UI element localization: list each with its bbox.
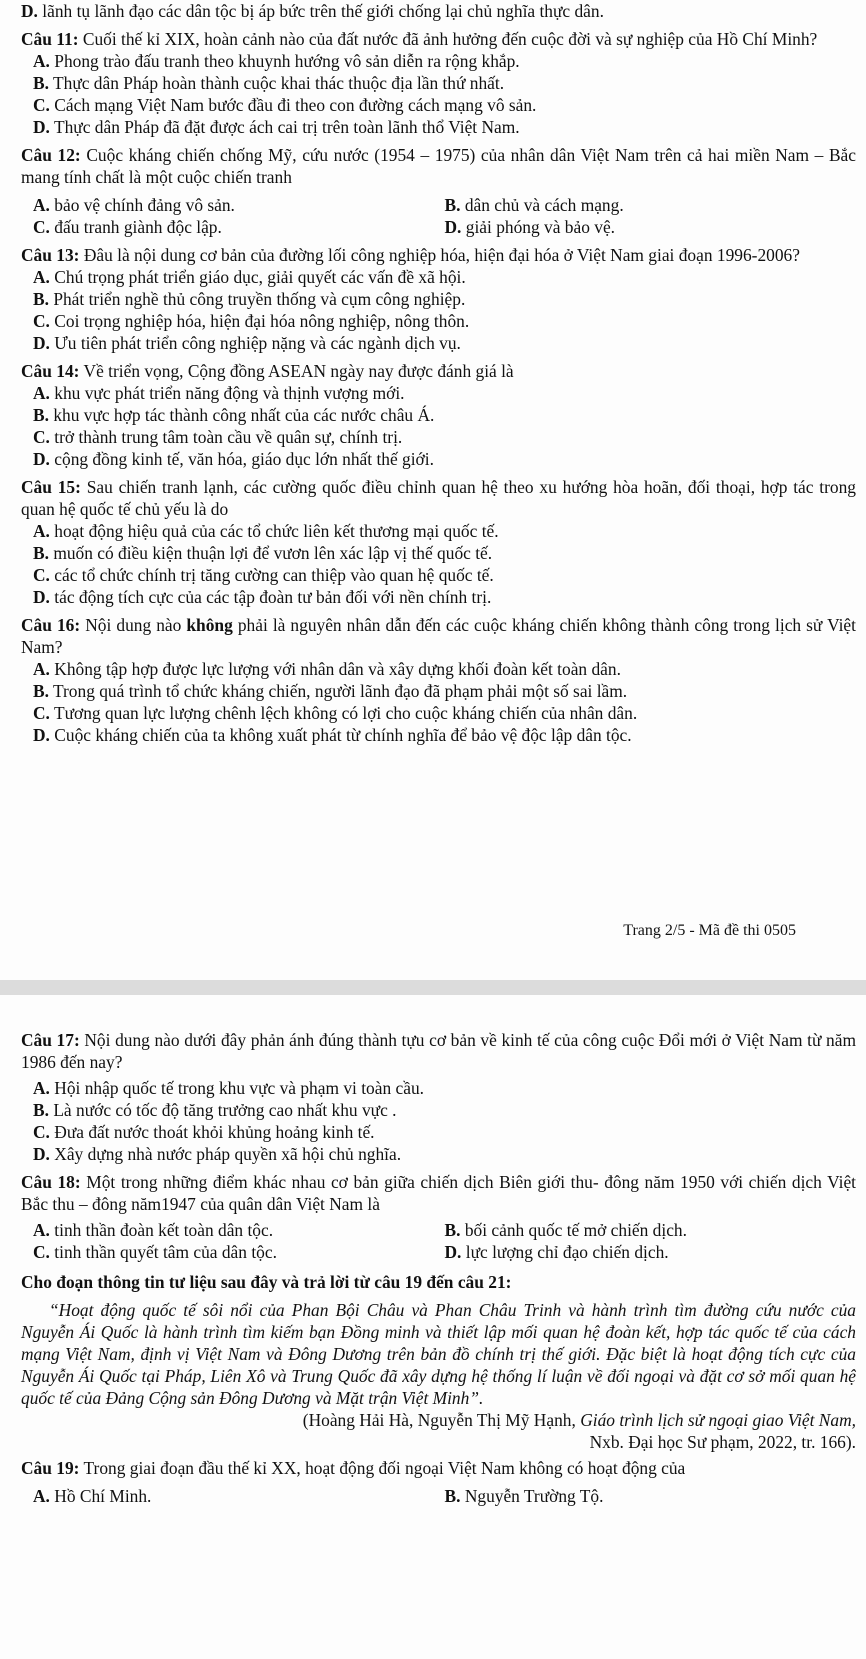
option-text: Nguyễn Trường Tộ. — [464, 1486, 604, 1506]
option-key: B. — [33, 543, 49, 563]
question-16 — [21, 614, 856, 746]
option-text: Chú trọng phát triển giáo dục, giải quyết các vấn đề xã hội. — [54, 267, 466, 287]
question-stem — [21, 476, 856, 520]
option-c — [33, 216, 445, 238]
option-d — [21, 332, 856, 354]
option-key: D. — [33, 587, 50, 607]
option-c — [21, 1121, 856, 1143]
question-number: Câu 11: — [21, 29, 79, 49]
question-stem — [21, 28, 856, 50]
question-stem — [21, 1171, 856, 1215]
option-key: C. — [33, 217, 50, 237]
options-row — [21, 216, 856, 238]
question-text: Một trong những điểm khác nhau cơ bản giữa chiến dịch Biên giới thu- đông năm 1950 với chiến dịch Việt Bắc thu – đông năm1947 của quân dân Việt Nam là — [21, 1172, 856, 1214]
option-key: C. — [33, 703, 50, 723]
option-key: B. — [444, 195, 461, 215]
page-footer: Trang 2/5 - Mã đề thi 0505 — [623, 922, 796, 939]
option-text: giải phóng và bảo vệ. — [465, 217, 616, 237]
option-key: A. — [33, 1078, 50, 1098]
option-key: C. — [33, 311, 50, 331]
option-key: A. — [33, 1486, 50, 1506]
option-text: Thực dân Pháp hoàn thành cuộc khai thác thuộc địa lần thứ nhất. — [53, 73, 505, 93]
option-text: muốn có điều kiện thuận lợi để vươn lên xác lập vị thế quốc tế. — [53, 543, 493, 563]
option-text: Ưu tiên phát triển công nghiệp nặng và các ngành dịch vụ. — [54, 333, 461, 353]
question-stem — [21, 1457, 856, 1479]
option-key: A. — [33, 1220, 50, 1240]
option-key: A. — [33, 383, 50, 403]
option-text: lãnh tụ lãnh đạo các dân tộc bị áp bức trên thế giới chống lại chủ nghĩa thực dân. — [42, 1, 604, 21]
question-number: Câu 18: — [21, 1172, 81, 1192]
question-stem — [21, 144, 856, 188]
source-title: Giáo trình lịch sử ngoại giao Việt Nam, — [580, 1410, 856, 1430]
option-a — [21, 520, 856, 542]
option-b — [445, 194, 857, 216]
question-text: Sau chiến tranh lạnh, các cường quốc điều chỉnh quan hệ theo xu hướng hòa hoãn, đối thoại, hợp tác trong quan hệ quốc tế chủ yếu là do — [21, 477, 856, 519]
options-row — [21, 1485, 856, 1507]
question-13 — [21, 244, 856, 354]
option-a — [21, 1077, 856, 1099]
option-b — [21, 288, 856, 310]
option-a — [33, 1485, 445, 1507]
option-text: tinh thần quyết tâm của dân tộc. — [54, 1242, 277, 1262]
option-text: tinh thần đoàn kết toàn dân tộc. — [54, 1220, 274, 1240]
option-d — [21, 116, 856, 138]
question-number: Câu 15: — [21, 477, 81, 497]
option-text: tác động tích cực của các tập đoàn tư bản đối với nền chính trị. — [54, 587, 492, 607]
option-text: lực lượng chỉ đạo chiến dịch. — [465, 1242, 669, 1262]
option-d — [21, 1143, 856, 1165]
question-emphasis: không — [186, 615, 233, 635]
option-text: Hội nhập quốc tế trong khu vực và phạm vi toàn cầu. — [54, 1078, 424, 1098]
option-c — [33, 1241, 445, 1263]
option-text: khu vực hợp tác thành công nhất của các nước châu Á. — [53, 405, 435, 425]
option-key: D. — [444, 217, 462, 237]
question-stem — [21, 360, 856, 382]
option-c — [21, 702, 856, 724]
question-number: Câu 12: — [21, 145, 81, 165]
option-text: trở thành trung tâm toàn cầu về quân sự, chính trị. — [54, 427, 403, 447]
option-d — [445, 216, 857, 238]
question-12 — [21, 144, 856, 238]
option-a — [21, 266, 856, 288]
option-key: D. — [21, 1, 38, 21]
option-text: các tổ chức chính trị tăng cường can thiệp vào quan hệ quốc tế. — [54, 565, 494, 585]
option-b — [21, 680, 856, 702]
option-key: C. — [33, 1242, 50, 1262]
option-c — [21, 310, 856, 332]
option-b — [21, 542, 856, 564]
question-18 — [21, 1171, 856, 1263]
question-11 — [21, 28, 856, 138]
question-15 — [21, 476, 856, 608]
option-text: Hồ Chí Minh. — [54, 1486, 152, 1506]
option-text: Phát triển nghề thủ công truyền thống và cụm công nghiệp. — [53, 289, 466, 309]
option-text: Không tập hợp được lực lượng với nhân dân và xây dựng khối đoàn kết toàn dân. — [54, 659, 621, 679]
option-key: B. — [444, 1220, 461, 1240]
option-b — [445, 1219, 857, 1241]
option-key: B. — [33, 681, 49, 701]
question-stem — [21, 1029, 856, 1073]
option-d — [21, 724, 856, 746]
option-text: bảo vệ chính đảng vô sản. — [54, 195, 235, 215]
option-key: A. — [33, 659, 50, 679]
option-text: khu vực phát triển năng động và thịnh vượng mới. — [54, 383, 405, 403]
sheet1-content — [21, 0, 856, 746]
option-key: A. — [33, 51, 50, 71]
option-c — [21, 564, 856, 586]
option-d — [21, 586, 856, 608]
question-number: Câu 17: — [21, 1030, 80, 1050]
source-authors: (Hoàng Hải Hà, Nguyễn Thị Mỹ Hạnh, — [302, 1410, 576, 1430]
passage-source — [21, 1409, 856, 1453]
question-stem — [21, 614, 856, 658]
question-number: Câu 19: — [21, 1458, 80, 1478]
option-a — [21, 658, 856, 680]
question-text: phải là nguyên nhân dẫn đến các cuộc kháng chiến không thành công trong lịch sử Việt Nam? — [21, 615, 856, 657]
option-text: Thực dân Pháp đã đặt được ách cai trị trên toàn lãnh thổ Việt Nam. — [53, 117, 520, 137]
option-a — [21, 50, 856, 72]
option-key: A. — [33, 195, 50, 215]
option-text: Phong trào đấu tranh theo khuynh hướng vô sản diễn ra rộng khắp. — [54, 51, 520, 71]
question-stem — [21, 244, 856, 266]
passage-heading: Cho đoạn thông tin tư liệu sau đây và trả lời từ câu 19 đến câu 21: — [21, 1272, 512, 1292]
option-text: dân chủ và cách mạng. — [464, 195, 624, 215]
option-text: đấu tranh giành độc lập. — [54, 217, 222, 237]
option-text: Tương quan lực lượng chênh lệch không có lợi cho cuộc kháng chiến của nhân dân. — [53, 703, 638, 723]
option-text: Xây dựng nhà nước pháp quyền xã hội chủ nghĩa. — [54, 1144, 402, 1164]
question-19 — [21, 1457, 856, 1507]
question-number: Câu 16: — [21, 615, 81, 635]
option-text: Trong quá trình tổ chức kháng chiến, người lãnh đạo đã phạm phải một số sai lầm. — [53, 681, 628, 701]
sheet2-content — [21, 1029, 856, 1507]
option-key: D. — [33, 1144, 50, 1164]
option-key: C. — [33, 1122, 50, 1142]
question-14 — [21, 360, 856, 470]
page-separator — [0, 980, 866, 995]
question-text: Trong giai đoạn đầu thế kỉ XX, hoạt động đối ngoại Việt Nam không có hoạt động của — [83, 1458, 686, 1478]
option-a — [33, 1219, 445, 1241]
option-key: D. — [33, 725, 50, 745]
option-c — [21, 94, 856, 116]
option-text: Cách mạng Việt Nam bước đầu đi theo con đường cách mạng vô sản. — [54, 95, 537, 115]
option-key: D. — [33, 117, 50, 137]
question-text: Về triển vọng, Cộng đồng ASEAN ngày nay được đánh giá là — [83, 361, 514, 381]
options-row — [21, 1219, 856, 1241]
option-text: hoạt động hiệu quả của các tổ chức liên kết thương mại quốc tế. — [54, 521, 499, 541]
option-key: D. — [33, 333, 50, 353]
option-a — [33, 194, 445, 216]
passage-quote: “Hoạt động quốc tế sôi nổi của Phan Bội Châu và Phan Châu Trinh và hành trình tìm đường cứu nước của Nguyễn Ái Quốc là hành trình tìm kiếm bạn Đồng minh và thiết lập mối quan hệ đoàn kết, hợp tác quốc tế của cách mạng Việt Nam, định vị Việt Nam và Đông Dương trên bản đồ chính trị thế giới. Đặc biệt là hoạt động tích cực của Nguyễn Ái Quốc tại Pháp, Liên Xô và Trung Quốc đã xây dựng hệ thống lí luận về đối ngoại và đặt cơ sở mối quan hệ quốc tế của Đảng Cộng sản Đông Dương và Mặt trận Việt Minh”. — [21, 1300, 856, 1408]
option-key: D. — [33, 449, 50, 469]
option-text: bối cảnh quốc tế mở chiến dịch. — [464, 1220, 687, 1240]
option-key: D. — [444, 1242, 462, 1262]
question-number: Câu 13: — [21, 245, 80, 265]
question-text: Nội dung nào dưới đây phản ánh đúng thành tựu cơ bản về kinh tế của công cuộc Đổi mới ở Việt Nam từ năm 1986 đến nay? — [21, 1030, 856, 1072]
question-17 — [21, 1029, 856, 1165]
option-key: C. — [33, 565, 50, 585]
option-key: B. — [33, 405, 49, 425]
exam-sheet-page-3 — [0, 995, 866, 1659]
option-a — [21, 382, 856, 404]
option-text: Là nước có tốc độ tăng trưởng cao nhất khu vực . — [53, 1100, 397, 1120]
option-b — [445, 1485, 857, 1507]
option-key: C. — [33, 427, 50, 447]
option-key: B. — [33, 1100, 49, 1120]
options-row — [21, 1241, 856, 1263]
option-c — [21, 426, 856, 448]
option-d — [21, 448, 856, 470]
option-text: cộng đồng kinh tế, văn hóa, giáo dục lớn nhất thế giới. — [54, 449, 434, 469]
option-key: B. — [444, 1486, 461, 1506]
question-number: Câu 14: — [21, 361, 80, 381]
carry-over-option — [21, 0, 856, 22]
question-text: Cuối thế kỉ XIX, hoàn cảnh nào của đất nước đã ảnh hưởng đến cuộc đời và sự nghiệp của Hồ Chí Minh? — [82, 29, 818, 49]
option-text: Đưa đất nước thoát khỏi khủng hoảng kinh tế. — [54, 1122, 375, 1142]
options-row — [21, 194, 856, 216]
option-text: Coi trọng nghiệp hóa, hiện đại hóa nông nghiệp, nông thôn. — [54, 311, 470, 331]
option-b — [21, 1099, 856, 1121]
option-b — [21, 72, 856, 94]
option-key: A. — [33, 521, 50, 541]
option-key: C. — [33, 95, 50, 115]
option-key: B. — [33, 73, 49, 93]
question-text: Đâu là nội dung cơ bản của đường lối công nghiệp hóa, hiện đại hóa ở Việt Nam giai đoạn 1996-2006? — [83, 245, 800, 265]
option-d — [445, 1241, 857, 1263]
question-text: Nội dung nào — [85, 615, 182, 635]
option-b — [21, 404, 856, 426]
source-publisher: Nxb. Đại học Sư phạm, 2022, tr. 166). — [589, 1432, 856, 1452]
option-key: B. — [33, 289, 49, 309]
question-text: Cuộc kháng chiến chống Mỹ, cứu nước (1954 – 1975) của nhân dân Việt Nam trên cả hai miền Nam – Bắc mang tính chất là một cuộc chiến tranh — [21, 145, 856, 187]
option-text: Cuộc kháng chiến của ta không xuất phát từ chính nghĩa để bảo vệ độc lập dân tộc. — [54, 725, 632, 745]
option-key: A. — [33, 267, 50, 287]
